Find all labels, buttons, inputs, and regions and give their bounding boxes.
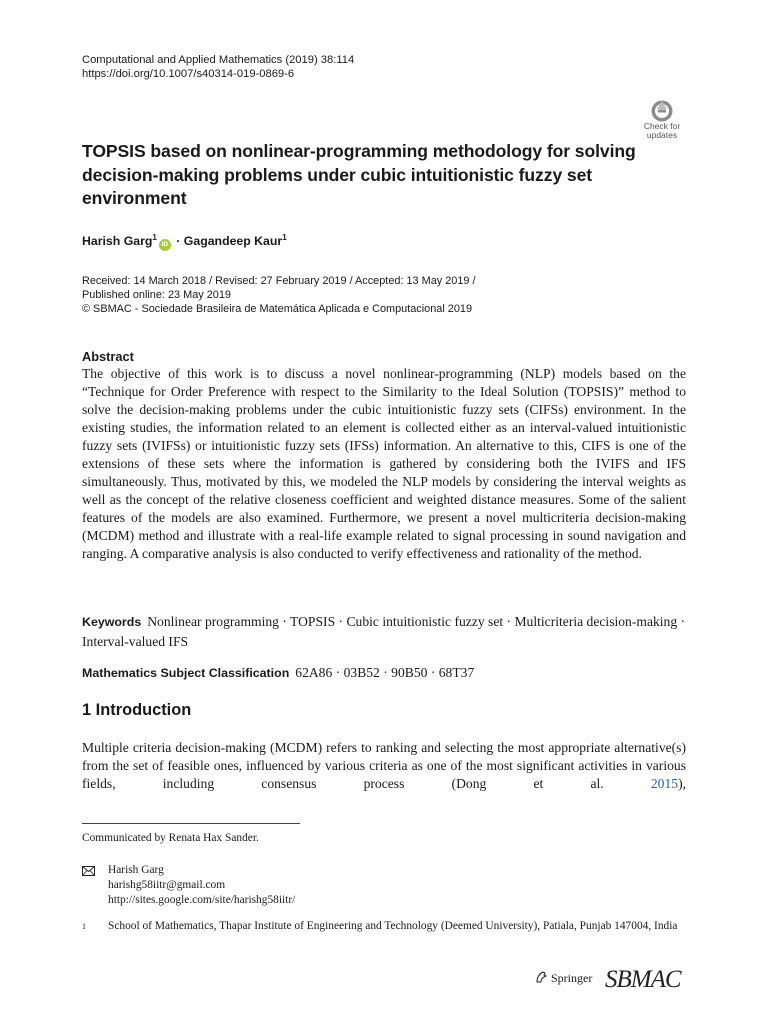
springer-logo <box>534 970 592 986</box>
sbmac-wordmark: SBMAC <box>605 966 681 993</box>
abstract-heading: Abstract <box>82 349 134 364</box>
contact-url[interactable]: http://sites.google.com/site/harishg58iitr/ <box>108 894 296 906</box>
keywords-section <box>82 612 686 651</box>
contact-email[interactable]: harishg58iitr@gmail.com <box>108 879 226 891</box>
msc-label: Mathematics Subject Classification <box>82 666 290 680</box>
affiliation-marker: 1 <box>282 233 287 242</box>
author-name[interactable]: Gagandeep Kaur <box>183 234 283 248</box>
sbmac-logo <box>603 963 687 998</box>
springer-horse-icon <box>534 970 548 984</box>
keywords-label: Keywords <box>82 615 142 629</box>
orcid-icon[interactable]: iD <box>159 239 171 251</box>
affiliation-text: School of Mathematics, Thapar Institute of Engineering and Technology (Deemed University), Patiala, Punjab 147004, India <box>108 920 678 932</box>
msc-codes: 62A86 · 03B52 · 90B50 · 68T37 <box>295 665 475 680</box>
footnote-divider <box>82 823 300 824</box>
affiliation-marker: 1 <box>152 233 157 242</box>
keywords-list: Nonlinear programming · TOPSIS · Cubic intuitionistic fuzzy set · Multicriteria decision-making · Interval-valued IFS <box>82 614 686 649</box>
communicated-by: Communicated by Renata Hax Sander. <box>82 832 259 844</box>
badge-line-1: Check for <box>643 121 681 131</box>
copyright-line: © SBMAC - Sociedade Brasileira de Matemática Aplicada e Computacional 2019 <box>82 303 473 315</box>
publisher-name: Springer <box>551 971 593 985</box>
abstract-text: The objective of this work is to discuss a novel nonlinear-programming (NLP) models based on the “Technique for Order Preference with respect to the Similarity to the Ideal Solution (TOPSIS)” method to solve the decision-making problems under the cubic intuitionistic fuzzy sets (CIFSs) environment. In the existing studies, the information related to an element is collected either as an interval-valued intuitionistic fuzzy sets (IVIFSs) or intuitionistic fuzzy sets (IFSs) information. An alternative to this, CIFS is one of the extensions of these sets where the information is gathered by considering both the IVIFS and IFS simultaneously. Thus, motivated by this, we modeled the NLP models by considering the interval weights as well as the concept of the relative closeness coefficient and weighted distance measures. Some of the salient features of the models are also examined. Furthermore, we present a novel multicriteria decision-making (MCDM) method and illustrate with a real-life example related to signal processing in sound navigation and ranging. A comparative analysis is also conducted to verify effectiveness and rationality of the method. <box>82 366 686 561</box>
msc-section <box>82 665 474 681</box>
history-dates: Received: 14 March 2018 / Revised: 27 February 2019 / Accepted: 13 May 2019 / <box>82 275 476 287</box>
envelope-icon <box>82 865 95 880</box>
author-name[interactable]: Harish Garg <box>82 234 153 248</box>
section-heading-introduction: 1 Introduction <box>82 701 192 719</box>
paper-title: TOPSIS based on nonlinear-programming methodology for solving decision-making problems under cubic intuitionistic fuzzy set environment <box>82 141 636 208</box>
introduction-text-start: Multiple criteria decision-making (MCDM) refers to ranking and selecting the most appropriate alternative(s) from the set of feasible ones, influenced by various criteria as one of the most significant activities in various fields, including consensus process (Dong et al. <box>82 740 686 791</box>
doi-link[interactable]: https://doi.org/10.1007/s40314-019-0869-6 <box>82 68 295 80</box>
badge-line-2: updates <box>646 130 678 140</box>
journal-citation: Computational and Applied Mathematics (2019) 38:114 <box>82 54 355 66</box>
check-for-updates-badge[interactable] <box>636 97 688 143</box>
introduction-text-end: ), <box>678 776 686 791</box>
affiliation-number: 1 <box>82 922 86 931</box>
introduction-text <box>82 739 686 793</box>
author-list <box>82 233 287 251</box>
citation-link[interactable]: 2015 <box>650 776 679 791</box>
author-separator: · <box>176 234 181 248</box>
contact-name: Harish Garg <box>108 864 164 876</box>
published-date: Published online: 23 May 2019 <box>82 289 231 301</box>
